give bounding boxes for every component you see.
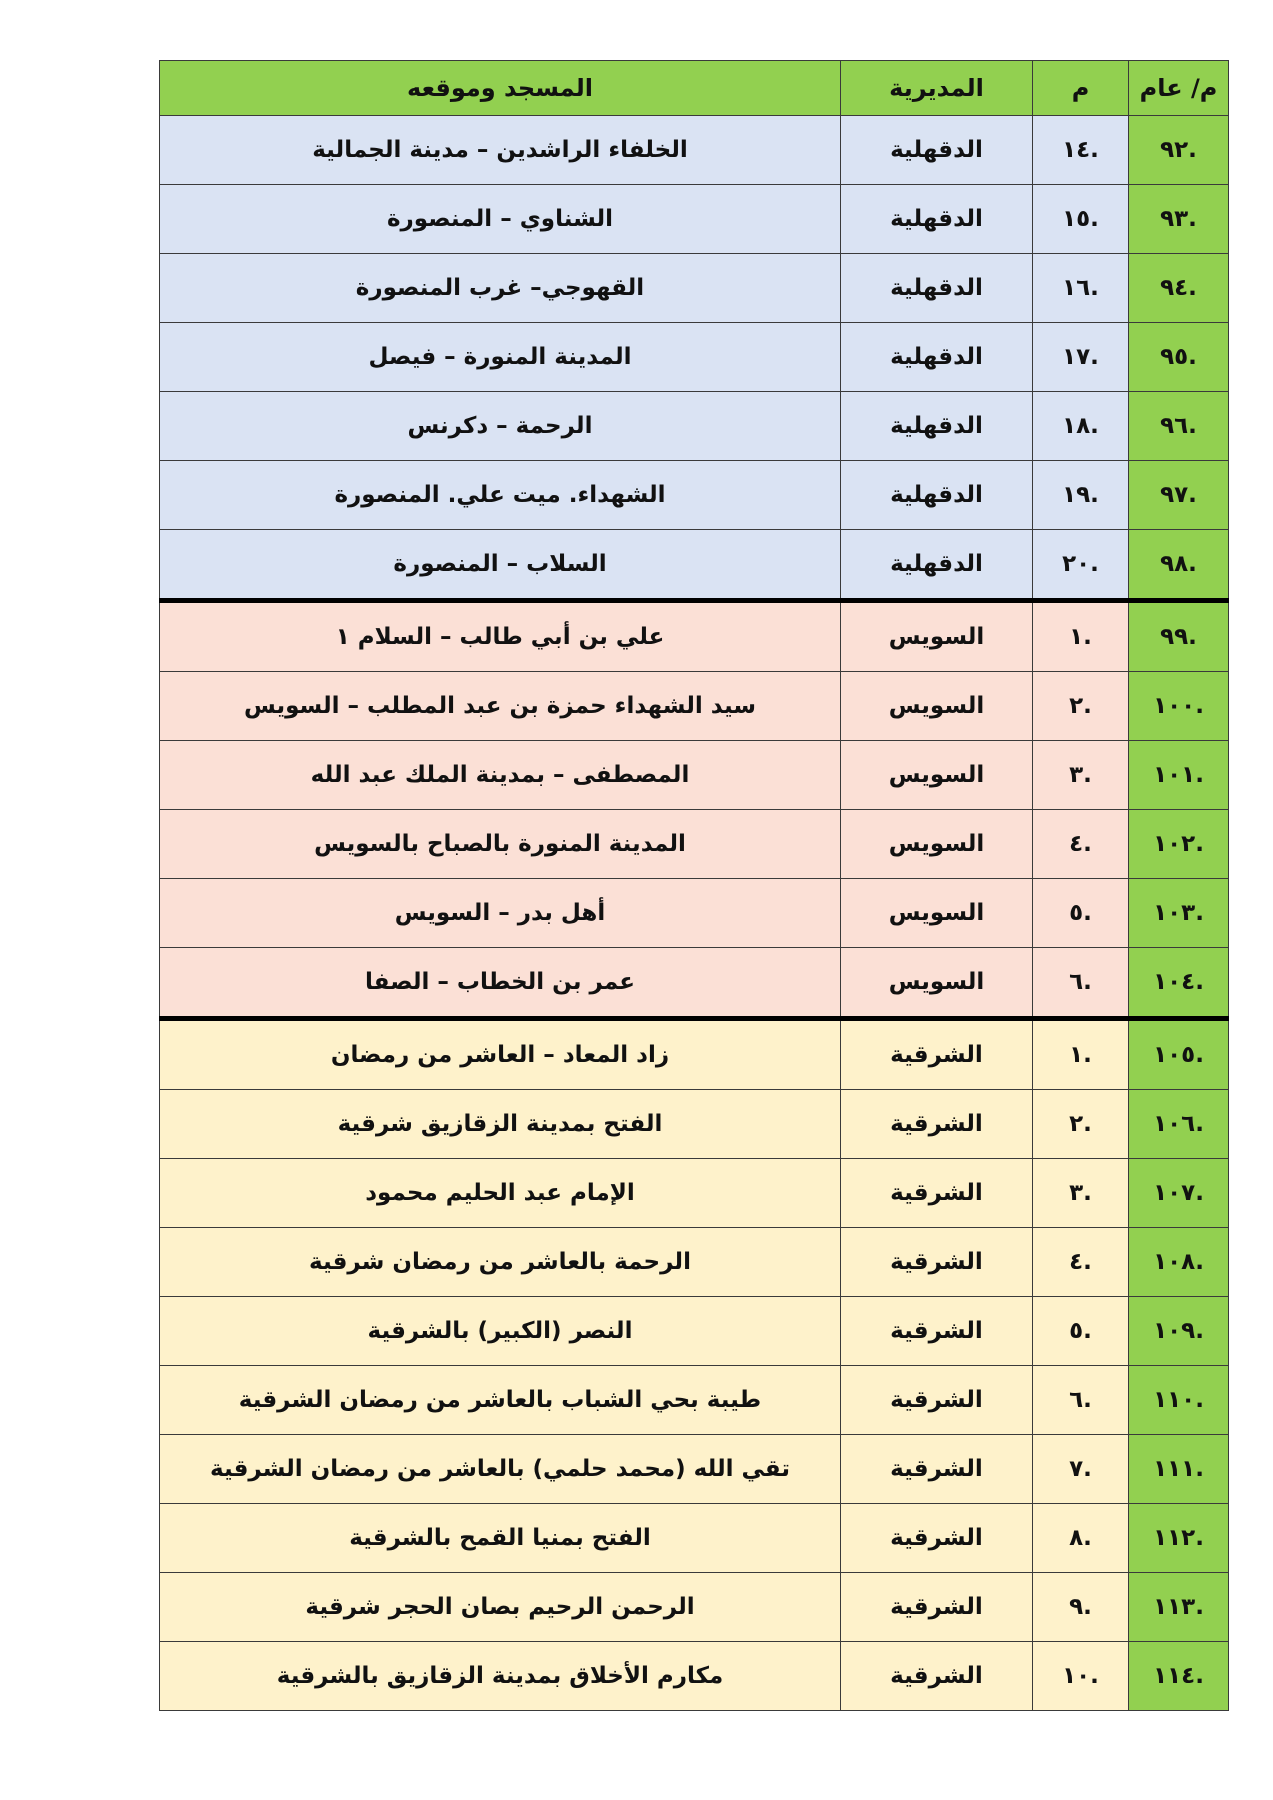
directorate-cell: الدقهلية xyxy=(841,185,1033,254)
mosque-cell: الفتح بمنيا القمح بالشرقية xyxy=(160,1504,841,1573)
local-number-cell: .١٩ xyxy=(1033,461,1129,530)
table-row xyxy=(160,461,1229,530)
mosque-cell: أهل بدر – السويس xyxy=(160,879,841,948)
mosque-cell: المدينة المنورة بالصباح بالسويس xyxy=(160,810,841,879)
directorate-cell: الشرقية xyxy=(841,1573,1033,1642)
mosque-cell: سيد الشهداء حمزة بن عبد المطلب – السويس xyxy=(160,672,841,741)
table-row xyxy=(160,1090,1229,1159)
header-directorate: المديرية xyxy=(841,61,1033,116)
table-row xyxy=(160,1297,1229,1366)
mosque-cell: المدينة المنورة – فيصل xyxy=(160,323,841,392)
local-number-cell: .٦ xyxy=(1033,1366,1129,1435)
local-number-cell: .١٠ xyxy=(1033,1642,1129,1711)
table-row xyxy=(160,116,1229,185)
directorate-cell: السويس xyxy=(841,810,1033,879)
mosque-cell: الشناوي – المنصورة xyxy=(160,185,841,254)
general-number-cell: .٩٨ xyxy=(1129,530,1229,601)
general-number-cell: .١١٤ xyxy=(1129,1642,1229,1711)
mosque-cell: مكارم الأخلاق بمدينة الزقازيق بالشرقية xyxy=(160,1642,841,1711)
general-number-cell: .١٠٠ xyxy=(1129,672,1229,741)
mosque-cell: عمر بن الخطاب – الصفا xyxy=(160,948,841,1019)
mosque-cell: المصطفى – بمدينة الملك عبد الله xyxy=(160,741,841,810)
directorate-cell: الشرقية xyxy=(841,1642,1033,1711)
local-number-cell: .٢ xyxy=(1033,672,1129,741)
general-number-cell: .١١٠ xyxy=(1129,1366,1229,1435)
directorate-cell: السويس xyxy=(841,672,1033,741)
local-number-cell: .٩ xyxy=(1033,1573,1129,1642)
mosque-cell: طيبة بحي الشباب بالعاشر من رمضان الشرقية xyxy=(160,1366,841,1435)
general-number-cell: .٩٦ xyxy=(1129,392,1229,461)
local-number-cell: .١٤ xyxy=(1033,116,1129,185)
general-number-cell: .١٠٤ xyxy=(1129,948,1229,1019)
table-row xyxy=(160,1366,1229,1435)
local-number-cell: .١ xyxy=(1033,601,1129,672)
local-number-cell: .٢ xyxy=(1033,1090,1129,1159)
local-number-cell: .١ xyxy=(1033,1019,1129,1090)
local-number-cell: .١٦ xyxy=(1033,254,1129,323)
mosque-cell: النصر (الكبير) بالشرقية xyxy=(160,1297,841,1366)
table-row xyxy=(160,948,1229,1019)
table-row xyxy=(160,1159,1229,1228)
directorate-cell: الشرقية xyxy=(841,1366,1033,1435)
mosque-cell: تقي الله (محمد حلمي) بالعاشر من رمضان الشرقية xyxy=(160,1435,841,1504)
mosque-cell: القهوجي– غرب المنصورة xyxy=(160,254,841,323)
directorate-cell: السويس xyxy=(841,741,1033,810)
mosque-cell: الإمام عبد الحليم محمود xyxy=(160,1159,841,1228)
general-number-cell: .٩٢ xyxy=(1129,116,1229,185)
table-row xyxy=(160,1228,1229,1297)
general-number-cell: .٩٤ xyxy=(1129,254,1229,323)
directorate-cell: الشرقية xyxy=(841,1297,1033,1366)
directorate-cell: الشرقية xyxy=(841,1159,1033,1228)
general-number-cell: .١٠٨ xyxy=(1129,1228,1229,1297)
directorate-cell: السويس xyxy=(841,601,1033,672)
directorate-cell: السويس xyxy=(841,879,1033,948)
mosque-cell: زاد المعاد – العاشر من رمضان xyxy=(160,1019,841,1090)
general-number-cell: .١٠٢ xyxy=(1129,810,1229,879)
header-row xyxy=(160,61,1229,116)
table-row xyxy=(160,185,1229,254)
mosque-cell: الخلفاء الراشدين – مدينة الجمالية xyxy=(160,116,841,185)
mosque-cell: الرحمن الرحيم بصان الحجر شرقية xyxy=(160,1573,841,1642)
local-number-cell: .٤ xyxy=(1033,810,1129,879)
mosque-cell: الفتح بمدينة الزقازيق شرقية xyxy=(160,1090,841,1159)
table-row xyxy=(160,392,1229,461)
local-number-cell: .١٥ xyxy=(1033,185,1129,254)
header-mosque: المسجد وموقعه xyxy=(160,61,841,116)
directorate-cell: الشرقية xyxy=(841,1435,1033,1504)
general-number-cell: .١٠٣ xyxy=(1129,879,1229,948)
mosque-cell: الرحمة – دكرنس xyxy=(160,392,841,461)
table-row xyxy=(160,601,1229,672)
directorate-cell: الشرقية xyxy=(841,1228,1033,1297)
directorate-cell: الدقهلية xyxy=(841,323,1033,392)
mosques-table xyxy=(159,60,1229,1711)
local-number-cell: .٣ xyxy=(1033,1159,1129,1228)
local-number-cell: .٧ xyxy=(1033,1435,1129,1504)
general-number-cell: .١٠٦ xyxy=(1129,1090,1229,1159)
general-number-cell: .٩٥ xyxy=(1129,323,1229,392)
table-row xyxy=(160,1504,1229,1573)
mosque-cell: علي بن أبي طالب – السلام ١ xyxy=(160,601,841,672)
general-number-cell: .٩٧ xyxy=(1129,461,1229,530)
directorate-cell: الدقهلية xyxy=(841,254,1033,323)
directorate-cell: الدقهلية xyxy=(841,461,1033,530)
directorate-cell: السويس xyxy=(841,948,1033,1019)
table-row xyxy=(160,530,1229,601)
directorate-cell: الشرقية xyxy=(841,1504,1033,1573)
local-number-cell: .٣ xyxy=(1033,741,1129,810)
table-row xyxy=(160,741,1229,810)
table-row xyxy=(160,1019,1229,1090)
table-row xyxy=(160,879,1229,948)
local-number-cell: .٦ xyxy=(1033,948,1129,1019)
mosque-cell: السلاب – المنصورة xyxy=(160,530,841,601)
general-number-cell: .٩٩ xyxy=(1129,601,1229,672)
general-number-cell: .١١٣ xyxy=(1129,1573,1229,1642)
local-number-cell: .٤ xyxy=(1033,1228,1129,1297)
local-number-cell: .٥ xyxy=(1033,1297,1129,1366)
local-number-cell: .١٧ xyxy=(1033,323,1129,392)
local-number-cell: .٥ xyxy=(1033,879,1129,948)
directorate-cell: الدقهلية xyxy=(841,392,1033,461)
local-number-cell: .١٨ xyxy=(1033,392,1129,461)
table-row xyxy=(160,810,1229,879)
general-number-cell: .١٠٩ xyxy=(1129,1297,1229,1366)
table-row xyxy=(160,1642,1229,1711)
mosque-cell: الرحمة بالعاشر من رمضان شرقية xyxy=(160,1228,841,1297)
directorate-cell: الشرقية xyxy=(841,1090,1033,1159)
general-number-cell: .١٠٧ xyxy=(1129,1159,1229,1228)
directorate-cell: الدقهلية xyxy=(841,116,1033,185)
general-number-cell: .٩٣ xyxy=(1129,185,1229,254)
table-row xyxy=(160,323,1229,392)
table-row xyxy=(160,254,1229,323)
general-number-cell: .١٠٥ xyxy=(1129,1019,1229,1090)
mosque-cell: الشهداء. ميت علي. المنصورة xyxy=(160,461,841,530)
general-number-cell: .١٠١ xyxy=(1129,741,1229,810)
general-number-cell: .١١١ xyxy=(1129,1435,1229,1504)
local-number-cell: .٨ xyxy=(1033,1504,1129,1573)
table-row xyxy=(160,1573,1229,1642)
table-row xyxy=(160,672,1229,741)
local-number-cell: .٢٠ xyxy=(1033,530,1129,601)
directorate-cell: الشرقية xyxy=(841,1019,1033,1090)
header-general-number: م/ عام xyxy=(1129,61,1229,116)
general-number-cell: .١١٢ xyxy=(1129,1504,1229,1573)
directorate-cell: الدقهلية xyxy=(841,530,1033,601)
table-row xyxy=(160,1435,1229,1504)
table-body xyxy=(160,116,1229,1711)
header-local-number: م xyxy=(1033,61,1129,116)
